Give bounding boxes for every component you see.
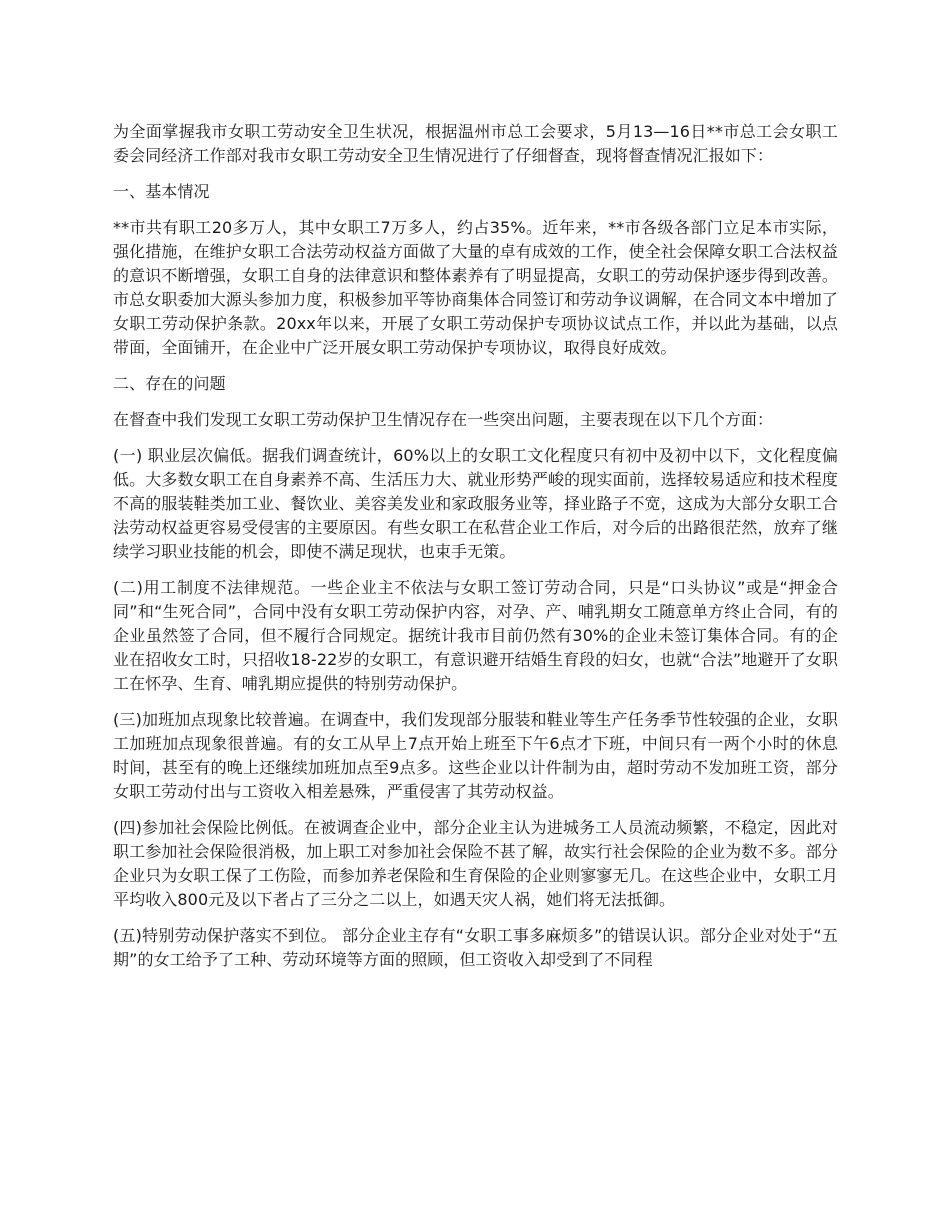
problem-item-2: (二)用工制度不法律规范。一些企业主不依法与女职工签订劳动合同，只是“口头协议”或是“押金合同”和“生死合同”，合同中没有女职工劳动保护内容，对孕、产、哺乳期女工随意单方终止合同，有的企业虽然签了合同，但不履行合同规定。据统计我市目前仍然有30%的企业未签订集体合同。有的企业在招收女工时，只招收18-22岁的女职工，有意识避开结婚生育段的妇女，也就“合法”地避开了女职工在怀孕、生育、哺乳期应提供的特别劳动保护。: [113, 578, 838, 693]
basic-situation-paragraph: **市共有职工20多万人，其中女职工7万多人，约占35%。近年来，**市各级各部门立足本市实际，强化措施，在维护女职工合法劳动权益方面做了大量的卓有成效的工作，使全社会保障女职工合法权益的意识不断增强，女职工自身的法律意识和整体素养有了明显提高，女职工的劳动保护逐步得到改善。市总女职委加大源头参加力度，积极参加平等协商集体合同签订和劳动争议调解，在合同文本中增加了女职工劳动保护条款。20xx年以来，开展了女职工劳动保护专项协议试点工作，并以此为基础，以点带面，全面铺开，在企业中广泛开展女职工劳动保护专项协议，取得良好成效。: [113, 218, 838, 357]
document-page: [113, 120, 838, 984]
section-heading-basic-situation: 一、基本情况: [113, 182, 210, 201]
problem-item-5: (五)特别劳动保护落实不到位。 部分企业主存有“女职工事多麻烦多”的错误认识。部分企业对处于“五期”的女工给予了工种、劳动环境等方面的照顾，但工资收入却受到了不同程: [113, 926, 838, 969]
problem-item-1: (一) 职业层次偏低。据我们调查统计，60%以上的女职工文化程度只有初中及初中以下，文化程度偏低。大多数女职工在自身素养不高、生活压力大、就业形势严峻的现实面前，选择较易适应和技术程度不高的服装鞋类加工业、餐饮业、美容美发业和家政服务业等，择业路子不宽，这成为大部分女职工合法劳动权益更容易受侵害的主要原因。有些女职工在私营企业工作后，对今后的出路很茫然，放弃了继续学习职业技能的机会，即使不满足现状，也束手无策。: [113, 446, 838, 561]
section-heading-problems: 二、存在的问题: [113, 374, 226, 393]
problem-item-3: (三)加班加点现象比较普遍。在调查中，我们发现部分服装和鞋业等生产任务季节性较强的企业，女职工加班加点现象很普遍。有的女工从早上7点开始上班至下午6点才下班，中间只有一两个小时的休息时间，甚至有的晚上还继续加班加点至9点多。这些企业以计件制为由，超时劳动不发加班工资，部分女职工劳动付出与工资收入相差悬殊，严重侵害了其劳动权益。: [113, 710, 838, 801]
problem-item-4: (四)参加社会保险比例低。在被调查企业中，部分企业主认为进城务工人员流动频繁，不稳定，因此对职工参加社会保险很消极，加上职工对参加社会保险不甚了解，故实行社会保险的企业为数不多。部分企业只为女职工保了工伤险，而参加养老保险和生育保险的企业则寥寥无几。在这些企业中，女职工月平均收入800元及以下者占了三分之二以上，如遇天灾人祸，她们将无法抵御。: [113, 818, 838, 909]
intro-paragraph: 为全面掌握我市女职工劳动安全卫生状况，根据温州市总工会要求，5月13—16日**市总工会女职工委会同经济工作部对我市女职工劳动安全卫生情况进行了仔细督查，现将督查情况汇报如下：: [113, 122, 838, 165]
problems-intro-paragraph: 在督查中我们发现工女职工劳动保护卫生情况存在一些突出问题，主要表现在以下几个方面：: [113, 410, 774, 429]
